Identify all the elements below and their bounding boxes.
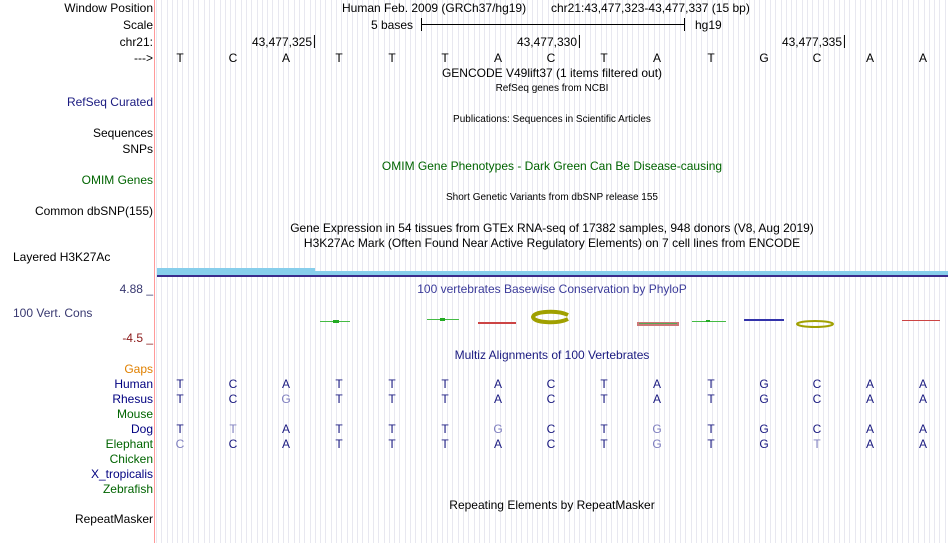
repeatmasker-track-title[interactable]: Repeating Elements by RepeatMasker <box>449 498 655 512</box>
alignment-base: C <box>546 392 556 406</box>
gaps-label[interactable]: Gaps <box>124 362 153 376</box>
alignment-base: A <box>493 377 502 391</box>
alignment-base: A <box>865 377 874 391</box>
alignment-base: C <box>812 422 822 436</box>
alignment-base: A <box>652 392 661 406</box>
publications-track-title[interactable]: Publications: Sequences in Scientific Articles <box>453 114 651 125</box>
alignment-base: T <box>600 422 608 436</box>
alignment-base: G <box>759 392 769 406</box>
alignment-base: T <box>388 377 396 391</box>
gtex-track-title[interactable]: Gene Expression in 54 tissues from GTEx RNA-seq of 17382 samples, 948 donors (V8, Aug 2019) <box>290 221 814 235</box>
omim-track-title[interactable]: OMIM Gene Phenotypes - Dark Green Can Be Disease-causing <box>381 159 723 173</box>
alignment-base: G <box>493 422 503 436</box>
alignment-base: C <box>228 377 238 391</box>
alignment-base: A <box>865 422 874 436</box>
alignment-base: A <box>865 392 874 406</box>
alignment-base: C <box>546 377 556 391</box>
alignment-base: G <box>759 422 769 436</box>
sequence-base: T <box>176 51 184 65</box>
alignment-base: T <box>600 437 608 451</box>
alignment-base: T <box>176 422 184 436</box>
alignment-base: C <box>546 422 556 436</box>
species-label[interactable]: Rhesus <box>112 392 153 406</box>
alignment-base: T <box>600 377 608 391</box>
position-label-2: 43,477,330 <box>517 35 580 50</box>
alignment-base: T <box>335 437 343 451</box>
alignment-base: A <box>281 422 290 436</box>
cons-min-label: -4.5 _ <box>122 331 153 345</box>
sequence-base: A <box>918 51 927 65</box>
alignment-base: C <box>812 377 822 391</box>
h3k27ac-track-title[interactable]: H3K27Ac Mark (Often Found Near Active Regulatory Elements) on 7 cell lines from ENCODE <box>303 236 801 250</box>
sequence-base: A <box>865 51 874 65</box>
alignment-base: A <box>918 392 927 406</box>
alignment-base: A <box>493 392 502 406</box>
alignment-base: C <box>812 392 822 406</box>
alignment-base: T <box>335 392 343 406</box>
sequence-base: C <box>812 51 822 65</box>
alignment-base: A <box>281 377 290 391</box>
sequence-base: G <box>759 51 769 65</box>
alignment-base: T <box>229 422 237 436</box>
species-label[interactable]: Human <box>114 377 153 391</box>
position-label-3: 43,477,335 <box>782 35 845 50</box>
species-label[interactable]: Dog <box>130 422 153 436</box>
alignment-base: T <box>176 392 184 406</box>
strand-arrow-label[interactable]: ---> <box>134 51 153 65</box>
assembly-title: Human Feb. 2009 (GRCh37/hg19) <box>342 1 527 15</box>
alignment-base: T <box>176 377 184 391</box>
alignment-base: G <box>652 422 662 436</box>
sequence-base: T <box>335 51 343 65</box>
sequence-base: C <box>546 51 556 65</box>
sequence-base: A <box>652 51 661 65</box>
sequence-base: C <box>228 51 238 65</box>
alignment-base: G <box>759 437 769 451</box>
window-position-label: Window Position <box>64 1 153 15</box>
sequence-base: T <box>388 51 396 65</box>
alignment-base: C <box>175 437 185 451</box>
multiz-track-title[interactable]: Multiz Alignments of 100 Vertebrates <box>454 348 650 362</box>
layered-h3k27ac-label[interactable]: Layered H3K27Ac <box>13 250 111 264</box>
window-position-text: chr21:43,477,323-43,477,337 (15 bp) <box>551 1 750 15</box>
alignment-base: A <box>918 422 927 436</box>
alignment-base: T <box>335 377 343 391</box>
scale-db: hg19 <box>695 18 722 32</box>
alignment-base: A <box>281 437 290 451</box>
refseq-curated-label[interactable]: RefSeq Curated <box>66 95 153 109</box>
scale-text: 5 bases <box>371 18 414 32</box>
alignment-base: T <box>707 422 715 436</box>
alignment-base: G <box>652 437 662 451</box>
alignment-base: T <box>441 422 449 436</box>
species-label[interactable]: Zebrafish <box>102 482 153 496</box>
sequence-base: A <box>493 51 502 65</box>
alignment-base: T <box>707 392 715 406</box>
vert-cons-label[interactable]: 100 Vert. Cons <box>13 306 93 320</box>
snps-label[interactable]: SNPs <box>122 142 153 156</box>
alignment-base: C <box>228 437 238 451</box>
alignment-base: A <box>918 377 927 391</box>
species-label[interactable]: Mouse <box>116 407 153 421</box>
alignment-base: T <box>813 437 821 451</box>
alignment-base: T <box>441 437 449 451</box>
alignment-base: T <box>707 437 715 451</box>
phylop-track-title[interactable]: 100 vertebrates Basewise Conservation by PhyloP <box>417 282 687 296</box>
alignment-base: T <box>707 377 715 391</box>
chrom-label: chr21: <box>119 35 153 49</box>
alignment-base: A <box>918 437 927 451</box>
species-label[interactable]: Chicken <box>109 452 153 466</box>
cons-max-label: 4.88 _ <box>119 282 153 296</box>
species-label[interactable]: Elephant <box>105 437 153 451</box>
omim-genes-label[interactable]: OMIM Genes <box>81 173 153 187</box>
alignment-base: T <box>388 422 396 436</box>
alignment-base: T <box>388 392 396 406</box>
alignment-base: A <box>652 377 661 391</box>
refseq-track-title[interactable]: RefSeq genes from NCBI <box>495 83 609 94</box>
alignment-base: T <box>441 377 449 391</box>
repeatmasker-label[interactable]: RepeatMasker <box>74 512 153 526</box>
dbsnp-track-title[interactable]: Short Genetic Variants from dbSNP release 155 <box>446 192 658 203</box>
sequences-label[interactable]: Sequences <box>92 126 153 140</box>
sequence-base: A <box>281 51 290 65</box>
position-label-1: 43,477,325 <box>252 35 315 50</box>
species-label[interactable]: X_tropicalis <box>90 467 153 481</box>
gencode-track-title[interactable]: GENCODE V49lift37 (1 items filtered out) <box>441 66 663 80</box>
alignment-base: T <box>441 392 449 406</box>
alignment-base: G <box>759 377 769 391</box>
alignment-base: C <box>546 437 556 451</box>
common-dbsnp-label[interactable]: Common dbSNP(155) <box>34 204 153 218</box>
alignment-base: T <box>388 437 396 451</box>
alignment-base: G <box>281 392 291 406</box>
alignment-base: T <box>335 422 343 436</box>
sequence-base: T <box>707 51 715 65</box>
alignment-base: T <box>600 392 608 406</box>
alignment-base: A <box>865 437 874 451</box>
alignment-base: A <box>493 437 502 451</box>
alignment-base: C <box>228 392 238 406</box>
scale-label: Scale <box>122 18 153 32</box>
sequence-base: T <box>441 51 449 65</box>
sequence-base: T <box>600 51 608 65</box>
